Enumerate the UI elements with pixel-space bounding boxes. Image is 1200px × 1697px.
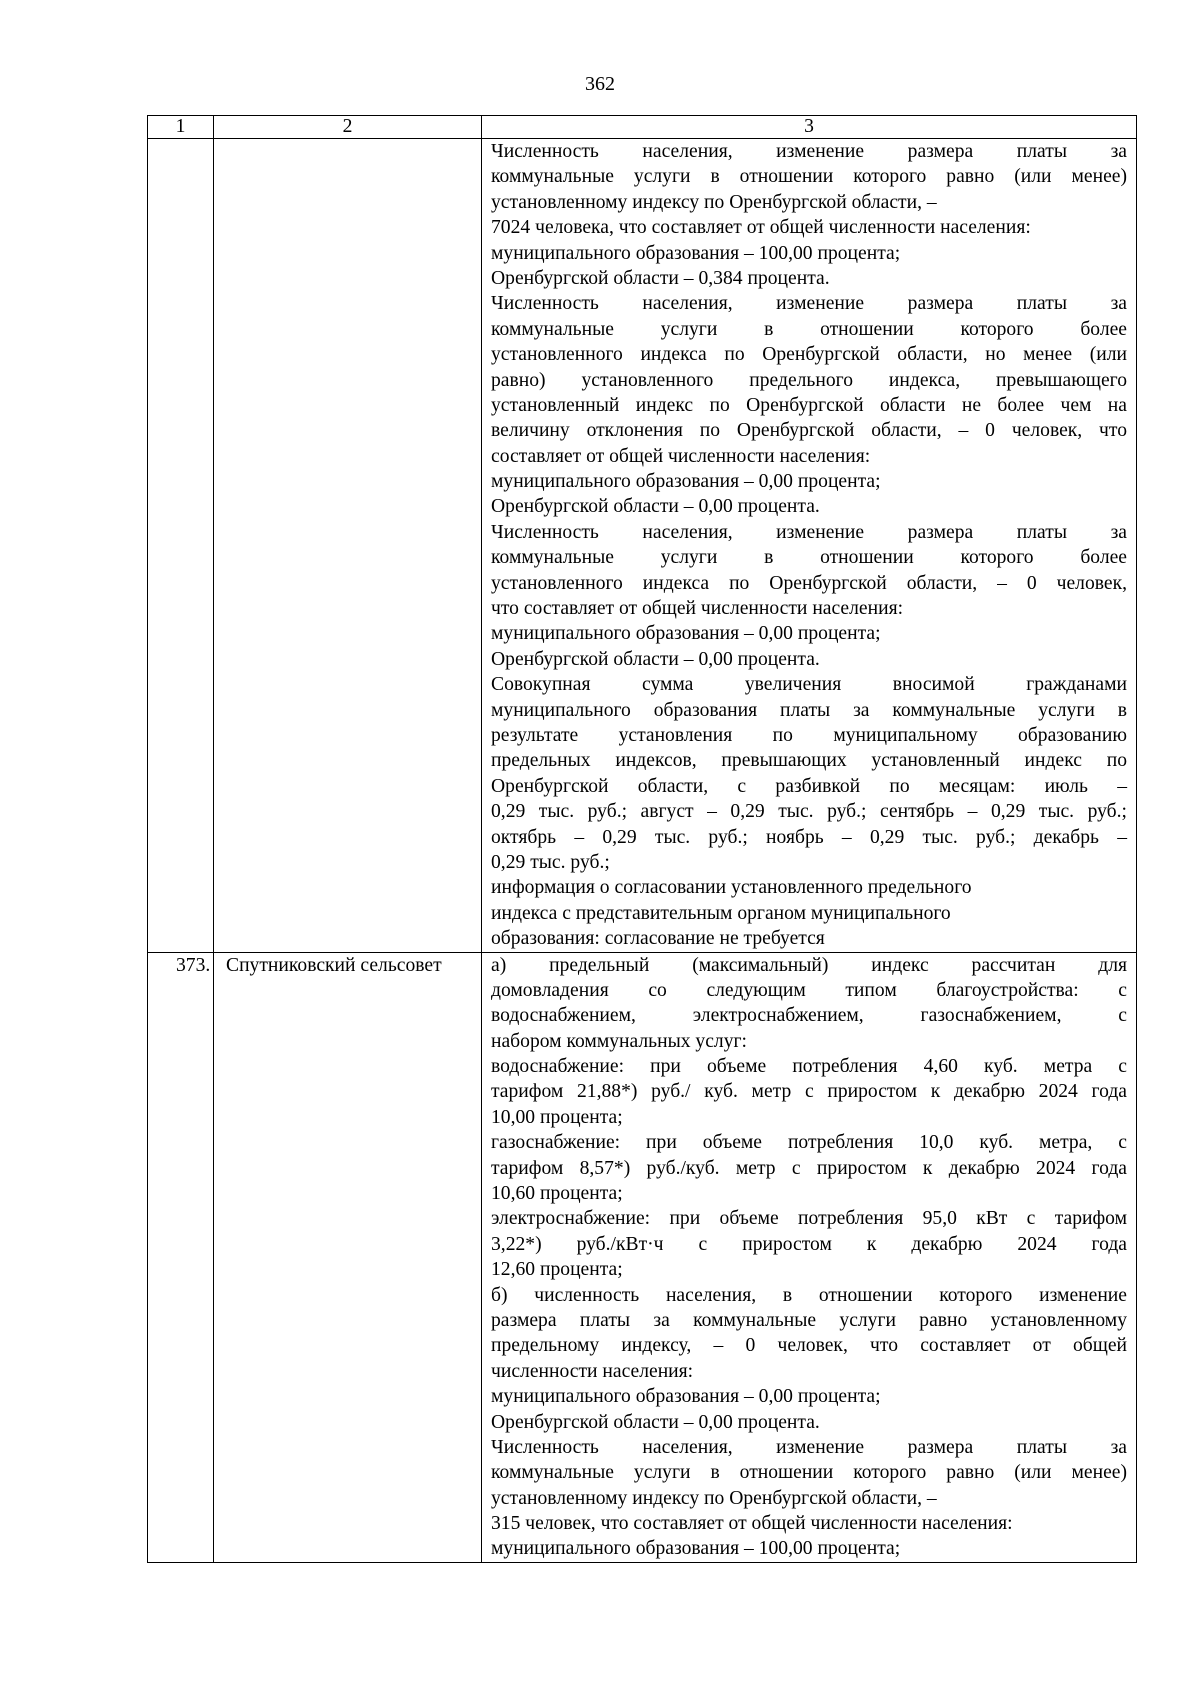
table-row bbox=[148, 952, 1137, 1562]
text-line: водоснабжение: при объеме потребления 4,60 куб. метра с bbox=[491, 1056, 1127, 1078]
text-line: тарифом 8,57*) руб./куб. метр с приростом к декабрю 2024 года bbox=[491, 1157, 1127, 1179]
text-line: муниципального образования – 100,00 процента; bbox=[491, 242, 901, 264]
table-header-row bbox=[148, 116, 1137, 139]
text-line: 10,60 процента; bbox=[491, 1183, 623, 1205]
column-header-2: 2 bbox=[214, 116, 482, 139]
text-line: Численность населения, изменение размера платы за bbox=[491, 141, 1127, 162]
text-line: Оренбургской области – 0,00 процента. bbox=[491, 648, 820, 670]
municipality-name: Спутниковский сельсовет bbox=[214, 952, 482, 1562]
text-line: 0,29 тыс. руб.; bbox=[491, 851, 610, 873]
text-line: Оренбургской области – 0,00 процента. bbox=[491, 496, 820, 518]
text-line: установленному индексу по Оренбургской области, – bbox=[491, 1487, 937, 1509]
text-line: муниципального образования – 0,00 процента; bbox=[491, 471, 881, 493]
text-line: электроснабжение: при объеме потребления 95,0 кВт с тарифом bbox=[491, 1208, 1127, 1230]
text-line: октябрь – 0,29 тыс. руб.; ноябрь – 0,29 тыс. руб.; декабрь – bbox=[491, 826, 1127, 848]
text-line: составляет от общей численности населения: bbox=[491, 445, 871, 467]
text-line: Совокупная сумма увеличения вносимой гражданами bbox=[491, 674, 1127, 696]
text-line: равно) установленного предельного индекса, превышающего bbox=[491, 369, 1127, 391]
text-line: информация о согласовании установленного предельного bbox=[491, 877, 972, 899]
table-row bbox=[148, 139, 1137, 953]
text-line: 0,29 тыс. руб.; август – 0,29 тыс. руб.; сентябрь – 0,29 тыс. руб.; bbox=[491, 801, 1127, 823]
text-line: муниципального образования – 0,00 процента; bbox=[491, 623, 881, 645]
text-line: результате установления по муниципальному образованию bbox=[491, 724, 1127, 746]
row-number bbox=[148, 139, 214, 953]
text-line: Оренбургской области – 0,384 процента. bbox=[491, 267, 830, 289]
text-line: 315 человек, что составляет от общей численности населения: bbox=[491, 1513, 1013, 1535]
text-line: коммунальные услуги в отношении которого более bbox=[491, 318, 1127, 340]
text-line: образования: согласование не требуется bbox=[491, 928, 825, 950]
text-line: 7024 человека, что составляет от общей численности населения: bbox=[491, 217, 1031, 239]
text-line: набором коммунальных услуг: bbox=[491, 1030, 747, 1052]
text-line: установленного индекса по Оренбургской области, – 0 человек, bbox=[491, 572, 1127, 594]
text-line: предельному индексу, – 0 человек, что составляет от общей bbox=[491, 1335, 1127, 1357]
row-description bbox=[482, 952, 1137, 1562]
municipality-name bbox=[214, 139, 482, 953]
column-header-3: 3 bbox=[482, 116, 1137, 139]
text-line: коммунальные услуги в отношении которого более bbox=[491, 547, 1127, 569]
column-header-1: 1 bbox=[148, 116, 214, 139]
text-line: газоснабжение: при объеме потребления 10,0 куб. метра, с bbox=[491, 1132, 1127, 1154]
text-line: величину отклонения по Оренбургской области, – 0 человек, что bbox=[491, 420, 1127, 442]
document-table bbox=[147, 115, 1137, 1563]
text-line: коммунальные услуги в отношении которого равно (или менее) bbox=[491, 166, 1127, 188]
text-line: б) численность населения, в отношении которого изменение bbox=[491, 1284, 1127, 1306]
text-line: муниципального образования платы за коммунальные услуги в bbox=[491, 699, 1127, 721]
row-number: 373. bbox=[148, 952, 214, 1562]
text-line: установленный индекс по Оренбургской области не более чем на bbox=[491, 394, 1127, 416]
text-line: 12,60 процента; bbox=[491, 1259, 623, 1281]
text-line: предельных индексов, превышающих установленный индекс по bbox=[491, 750, 1127, 772]
text-line: индекса с представительным органом муниципального bbox=[491, 902, 951, 924]
text-line: тарифом 21,88*) руб./ куб. метр с приростом к декабрю 2024 года bbox=[491, 1081, 1127, 1103]
text-line: домовладения со следующим типом благоустройства: с bbox=[491, 979, 1127, 1001]
text-line: а) предельный (максимальный) индекс рассчитан для bbox=[491, 954, 1127, 976]
text-line: Оренбургской области, с разбивкой по месяцам: июль – bbox=[491, 775, 1127, 797]
text-line: 10,00 процента; bbox=[491, 1106, 623, 1128]
text-line: размера платы за коммунальные услуги равно установленному bbox=[491, 1309, 1127, 1331]
page-number: 362 bbox=[585, 73, 615, 95]
text-line: водоснабжением, электроснабжением, газоснабжением, с bbox=[491, 1005, 1127, 1027]
text-line: установленного индекса по Оренбургской области, но менее (или bbox=[491, 344, 1127, 366]
text-line: муниципального образования – 100,00 процента; bbox=[491, 1538, 901, 1560]
text-line: что составляет от общей численности населения: bbox=[491, 598, 904, 620]
text-line: установленному индексу по Оренбургской области, – bbox=[491, 191, 937, 213]
text-line: Численность населения, изменение размера платы за bbox=[491, 293, 1127, 315]
text-line: Оренбургской области – 0,00 процента. bbox=[491, 1411, 820, 1433]
row-description bbox=[482, 139, 1137, 953]
text-line: Численность населения, изменение размера платы за bbox=[491, 521, 1127, 543]
text-line: муниципального образования – 0,00 процента; bbox=[491, 1386, 881, 1408]
text-line: численности населения: bbox=[491, 1360, 694, 1382]
text-line: Численность населения, изменение размера платы за bbox=[491, 1436, 1127, 1458]
text-line: коммунальные услуги в отношении которого равно (или менее) bbox=[491, 1462, 1127, 1484]
text-line: 3,22*) руб./кВт·ч с приростом к декабрю 2024 года bbox=[491, 1233, 1127, 1255]
